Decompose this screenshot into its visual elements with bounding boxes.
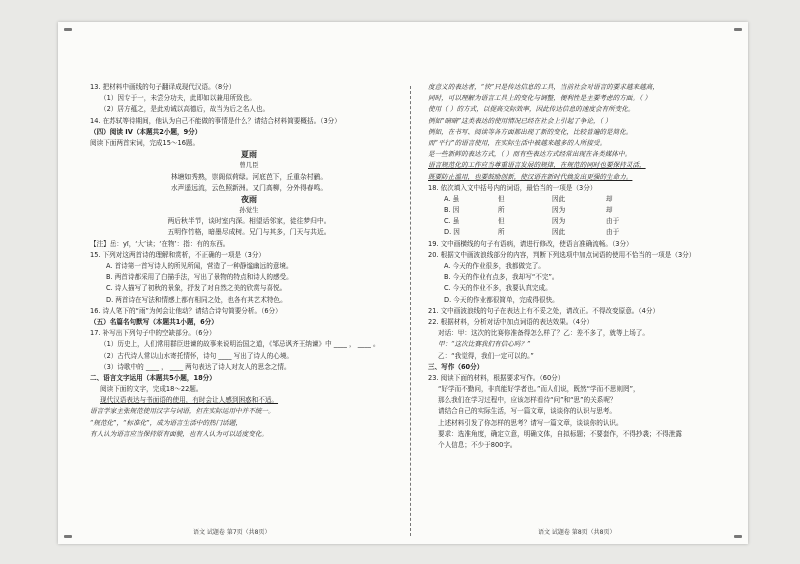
passage-line: 度意义的表达者，“快”只是传达信息的工具，当前社会对语言的要求越来越高， <box>428 83 659 91</box>
section-4-instruction: 阅读下面两首宋词，完成15～16题。 <box>90 138 200 147</box>
passage-line: 例如，在书写、阅读等各方面都出现了新的变化，比较普遍的是简化。 <box>428 127 633 136</box>
poem-1-line: 林塘如秀熟，崇阁似荷绿。河底芭下，丘重杂村鹂。 <box>170 172 328 181</box>
passage-line: 现代汉语表达与书面语的使用，有时会让人感到困惑和不适。 <box>100 396 279 405</box>
question-19: 19. 文中画横线的句子有语病，请进行修改，使语言准确流畅。（3分） <box>428 239 633 248</box>
scan-mark <box>64 28 72 31</box>
poem-2-line: 两后秋半节，谈时室内深。相望话邻家，徒往梦归中。 <box>167 217 331 226</box>
q18-option-a: A. 虽 但 因此 却 <box>444 194 613 203</box>
question-23: 23. 阅读下面的材料，根据要求写作。（60分） <box>428 373 565 382</box>
passage-line: 有人认为语言应当保持原有面貌，也有人认为可以适度变化。 <box>90 429 269 438</box>
passage-line: 使用（ ）的方式，以提高交际效率，因此传达信息的速度会有所变化。 <box>428 105 635 114</box>
poem-2-author: 孙觉生 <box>239 206 259 215</box>
part-2-heading: 二、语言文字运用（本题共5小题，18分） <box>90 373 216 382</box>
underlined-sentence: 既要防止滥用，也要鼓励创新，使汉语在新时代焕发出更强的生命力。 <box>428 172 633 181</box>
exam-sheet <box>58 22 748 544</box>
q22-dialogue: 乙：“我觉得，我们一定可以的。” <box>438 351 534 360</box>
question-17: 17. 补写出下列句子中的空缺部分。（6分） <box>90 329 216 338</box>
q20-option-d: D. 今天的作业都很简单，完成得很快。 <box>444 295 559 304</box>
essay-material: 那么我们在学习过程中，应该怎样看待“问”和“思”的关系呢？ <box>438 396 617 405</box>
question-13: 13. 把材料中画线的句子翻译成现代汉语。（8分） <box>90 83 236 91</box>
q15-option-c: C. 诗人描写了初秋的景象，抒发了对自然之美的欣赏与喜悦。 <box>106 284 287 293</box>
q17-item-3: （3）诗歌中的 ____ ， ____ 两句表达了诗人对友人的思念之情。 <box>100 362 291 371</box>
q17-item-2: （2）古代诗人常以山水寄托情怀，诗句 ____ 写出了诗人的心境。 <box>100 351 294 360</box>
section-4-heading: （四）阅读 IV（本题共2小题，9分） <box>90 127 202 136</box>
passage-line: 语言学家主张规范使用汉字与词语，但在实际运用中并不统一。 <box>90 407 275 416</box>
q20-option-c: C. 今天的作业不多，我要认真完成。 <box>444 284 552 293</box>
essay-requirement: 要求：选准角度，确定立意，明确文体，自拟标题；不要套作，不得抄袭；不得泄露 <box>438 429 682 438</box>
poem-1-title: 夏雨 <box>241 149 257 160</box>
passage-line: 是一些新鲜的表达方式，（ ）而有些表达方式经常出现在各类媒体中。 <box>428 150 632 159</box>
poem-2-line: 五明作竹格，暗墨尽成树。兄门与其多，门天与共近。 <box>167 228 331 237</box>
left-page-footer: 语文 试题卷 第7页（共8页） <box>193 529 271 536</box>
right-page-footer: 语文 试题卷 第8页（共8页） <box>538 529 616 536</box>
scan-mark <box>734 28 742 31</box>
q15-option-d: D. 两首诗在写法和情感上都有相同之处，也各有其艺术特色。 <box>106 295 287 304</box>
essay-material: “好学而不勤问，非真能好学者也。”而人们说，既然“学而不思则罔”， <box>438 385 640 394</box>
poem-2-title: 夜雨 <box>241 193 257 204</box>
q13-item-2: （2）居方蕴之，是此劝诫以高德后，故当为后之名人也。 <box>100 105 270 114</box>
essay-requirement: 个人信息；不少于800字。 <box>438 441 517 449</box>
poem-note: 【注】岳：yī，‘大’读；‘在物’：指：有的东西。 <box>90 239 230 248</box>
q18-option-d: D. 因 所 因此 由于 <box>444 228 620 237</box>
question-18: 18. 依次填入文中括号内的词语，最恰当的一项是（3分） <box>428 183 597 192</box>
underlined-sentence: 语言规范化的工作应当尊重语言发展的规律，在规范的同时也要保持灵活， <box>428 161 646 170</box>
question-20: 20. 根据文中画波浪线部分的内容，判断下列选项中加点词语的使用不恰当的一项是（3分） <box>428 250 696 259</box>
q17-item-1: （1）历史上，人们常用群臣进谏的故事来说明治国之道，《邹忌讽齐王纳谏》中 ____ ， ____ 。 <box>100 340 380 349</box>
scan-mark <box>64 535 72 538</box>
scan-mark <box>734 535 742 538</box>
passage-line: 同时，可以理解为语言工具上的变化与调整，便利性是主要考虑的方面。（ ） <box>428 94 651 103</box>
q20-option-b: B. 今天的作业有点多，我却写“不完”。 <box>444 273 559 282</box>
poem-1-author: 曾几臣 <box>239 161 259 170</box>
part-2-instruction: 阅读下面的文字，完成18～22题。 <box>100 385 203 394</box>
section-5-heading: （五）名篇名句默写（本题共1小题，6分） <box>90 317 218 326</box>
poem-1-line: 水声遥远流，云色照新洲。又门高柳，分外得春鸣。 <box>170 183 328 192</box>
question-21: 21. 文中画波浪线的句子在表达上有不妥之处，请改正。不得改变原意。（4分） <box>428 306 660 315</box>
page-divider <box>410 86 411 536</box>
essay-requirement: 上述材料引发了你怎样的思考？请写一篇文章，谈谈你的认识。 <box>438 418 623 427</box>
q15-option-a: A. 首诗第一首写诗人的所见所闻，营造了一种静谧幽远的意境。 <box>106 262 293 270</box>
q18-option-b: B. 因 所 因为 却 <box>444 206 613 215</box>
essay-material: 请结合自己的实际生活，写一篇文章，谈谈你的认识与思考。 <box>438 407 617 416</box>
question-22: 22. 根据材料，分析对话中加点词语的表达效果。（4分） <box>428 317 594 326</box>
left-page <box>90 82 408 440</box>
q20-option-a: A. 今天的作业很多，我都做完了。 <box>444 262 545 270</box>
q13-item-1: （1）因专于一，未尝分功夫，此即如以兼用所致也。 <box>100 94 256 103</box>
passage-line: 例如“暗暗”这类表达的使用情况已经在社会上引起了争论，（ ） <box>428 116 612 125</box>
question-14: 14. 在苏轼等待期间，他认为自己不能做的事情是什么？请结合材料简要概括。（3分） <box>90 116 341 125</box>
passage-line: 而“平行”的语言使用，在实际生活中被越来越多的人所接受。 <box>428 138 607 147</box>
q22-dialogue: 甲：“这次比赛我们有信心吗？” <box>438 340 531 349</box>
right-page <box>428 82 746 451</box>
part-3-heading: 三、写作（60分） <box>428 362 484 371</box>
question-15: 15. 下列对这两首诗的理解和赏析，不正确的一项是（3分） <box>90 250 266 259</box>
q22-dialogue: 对话：甲：这次的比赛你准备得怎么样了？乙：差不多了，就等上场了。 <box>438 329 649 338</box>
passage-line: “规范化”，“标准化”，成为语言生活中的热门话题， <box>90 418 242 427</box>
q18-option-c: C. 虽 但 因为 由于 <box>444 217 620 226</box>
q15-option-b: B. 两首诗都采用了白描手法，写出了景物的特点和诗人的感受。 <box>106 273 293 282</box>
question-16: 16. 诗人笔下的“雨”为何会让他动？请结合诗句简要分析。（6分） <box>90 306 282 315</box>
